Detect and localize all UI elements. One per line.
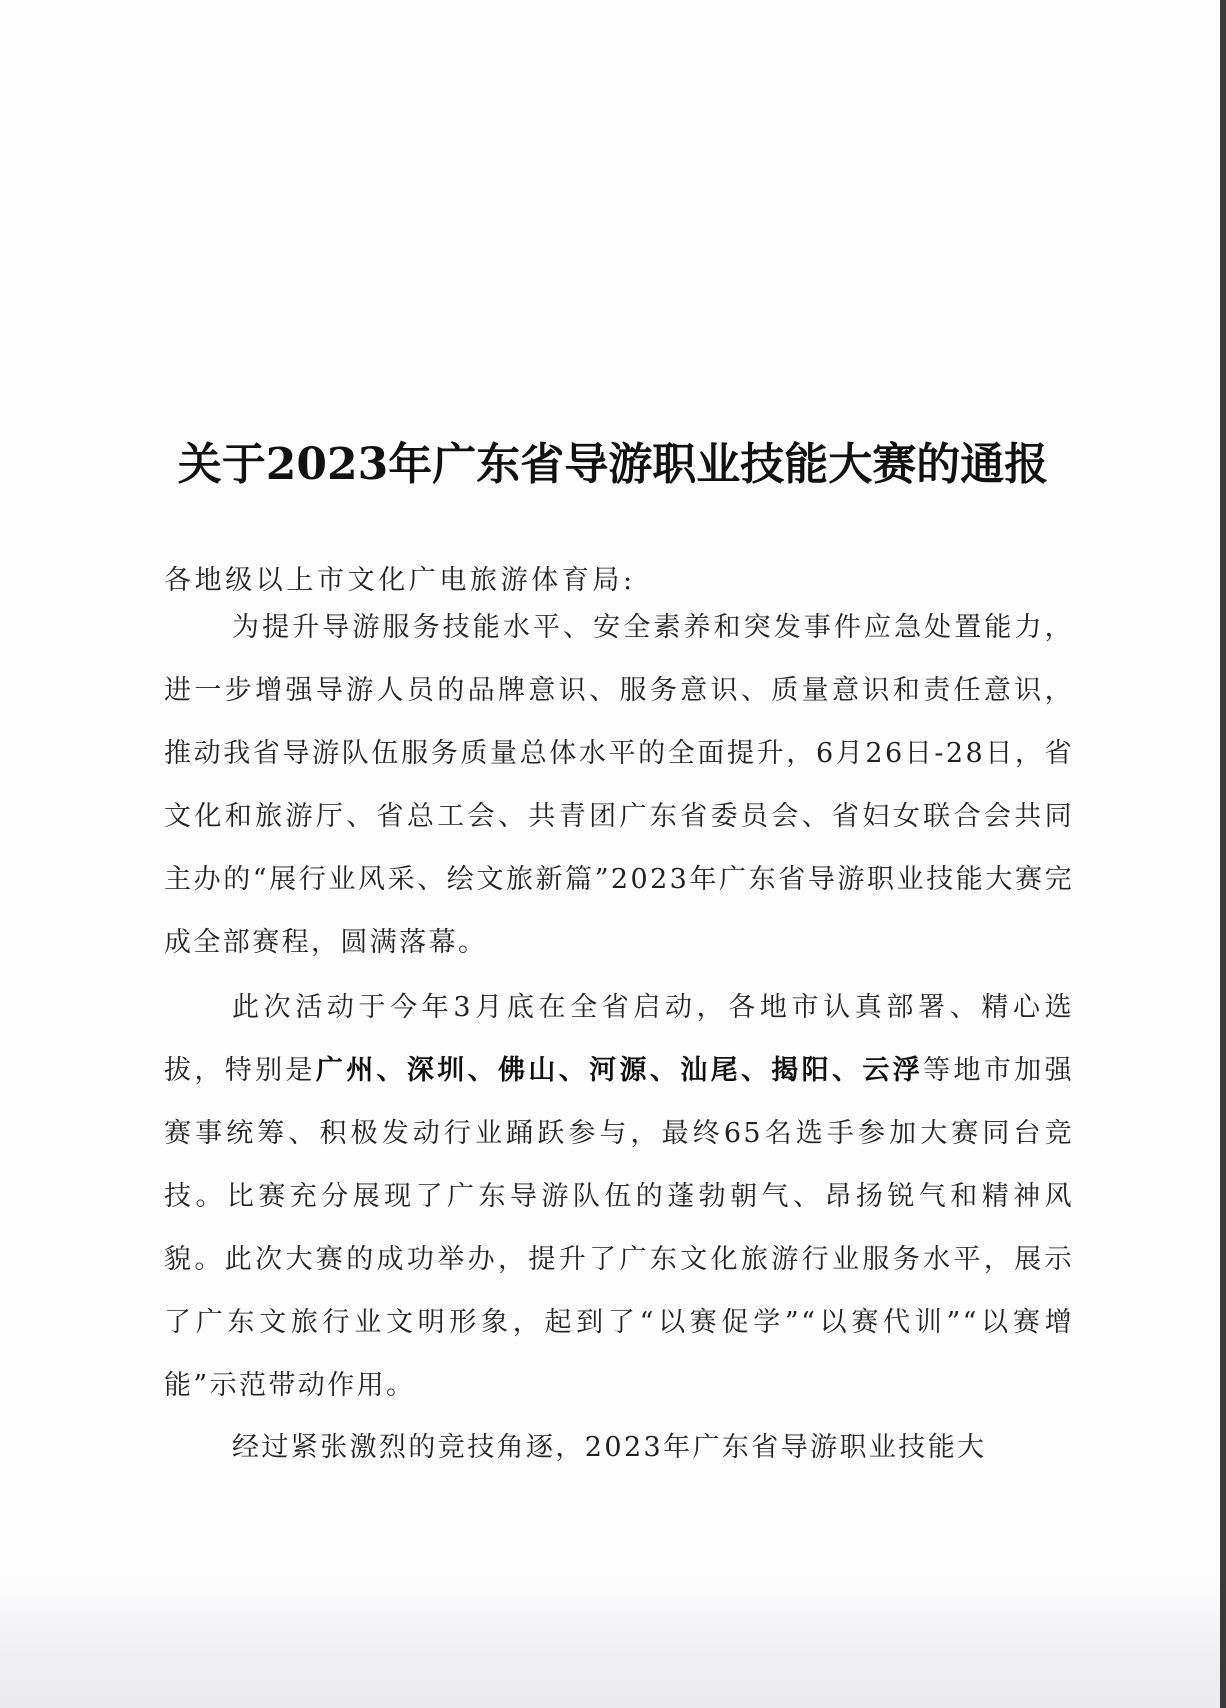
paragraph-1: 为提升导游服务技能水平、安全素养和突发事件应急处置能力，进一步增强导游人员的品牌意识、服务意识、质量意识和责任意识，推动我省导游队伍服务质量总体水平的全面提升，6月26日-28日，省文化和旅游厅、省总工会、共青团广东省委员会、省妇女联合会共同主办的“展行业风采、绘文旅新篇”2023年广东省导游职业技能大赛完成全部赛程，圆满落幕。 bbox=[164, 612, 1074, 958]
paragraph-2 bbox=[164, 976, 1074, 1417]
paragraph-3: 经过紧张激烈的竞技角逐，2023年广东省导游职业技能大 bbox=[232, 1432, 987, 1463]
paragraph-2-after: 等地市加强赛事统筹、积极发动行业踊跃参与，最终65名选手参加大赛同台竞技。比赛充分展现了广东导游队伍的蓬勃朝气、昂扬锐气和精神风貌。此次大赛的成功举办，提升了广东文化旅游行业服务水平，展示了广东文旅行业文明形象，起到了“以赛促学”“以赛代训”“以赛增能”示范带动作用。 bbox=[164, 1055, 1075, 1401]
paragraph-2-before: 此次活动于今年3月底在全省启动，各地市认真部署、精心选拔，特别是 bbox=[164, 992, 1074, 1086]
document-title: 关于2023年广东省导游职业技能大赛的通报 bbox=[177, 439, 1049, 490]
page-edge bbox=[1220, 0, 1226, 1708]
scan-shadow bbox=[0, 1578, 1226, 1708]
paragraph-2-cities: 广州、深圳、佛山、河源、汕尾、揭阳、云浮 bbox=[315, 1055, 924, 1086]
salutation: 各地级以上市文化广电旅游体育局: bbox=[164, 565, 636, 596]
